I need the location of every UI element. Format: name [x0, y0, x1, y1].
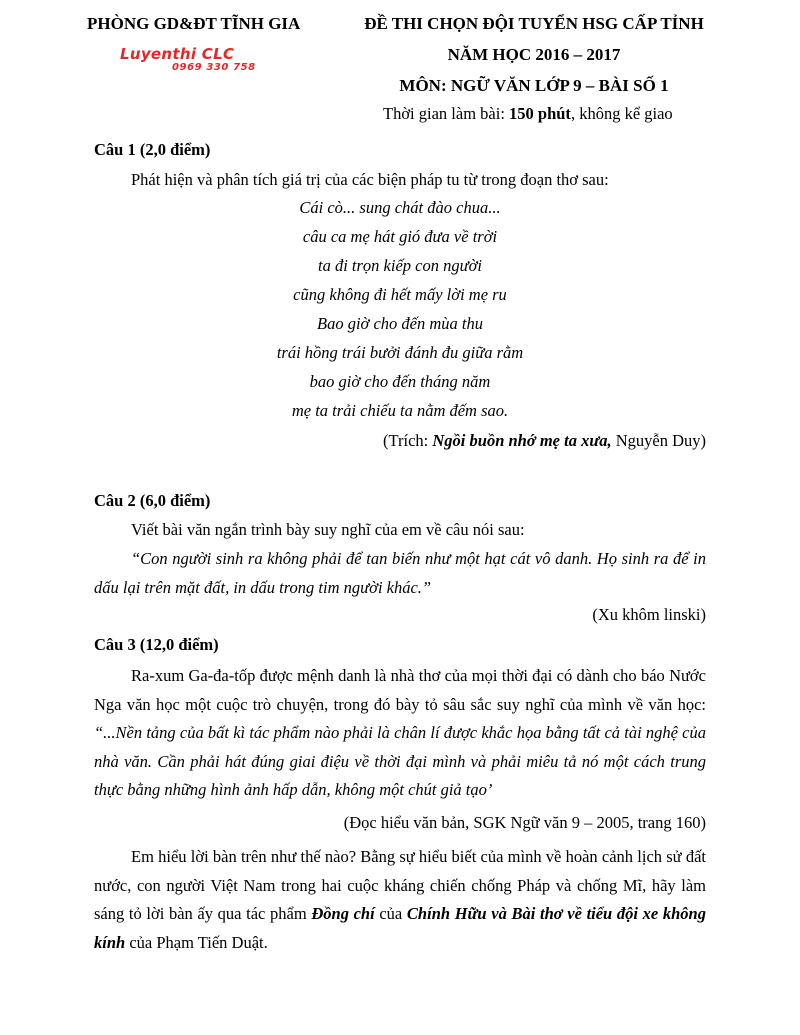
- poem-line: câu ca mẹ hát gió đưa về trời: [302, 227, 498, 246]
- q3-title: Câu 3 (12,0 điểm): [94, 635, 219, 654]
- time-prefix: Thời gian làm bài:: [383, 104, 510, 123]
- poem-line: mẹ ta trải chiếu ta nằm đếm sao.: [291, 401, 509, 420]
- q3-intro-paragraph: [94, 662, 706, 805]
- q1-title: Câu 1 (2,0 điểm): [94, 140, 211, 159]
- q2-prompt: Viết bài văn ngắn trình bày suy nghĩ của em về câu nói sau:: [131, 520, 525, 539]
- q3-quote: “...Nền tảng của bất kì tác phẩm nào phải là chân lí được khắc họa bằng tất cả tài nghệ của nhà văn. Cần phải hát đúng giai điệu về thời đại mình và phải miêu tả nó một cách trung thực bằng những hình ảnh hấp dẫn, không một chút giả tạo’: [94, 723, 706, 799]
- stamp-name: Luyenthi CLC: [120, 45, 235, 63]
- poem-line: bao giờ cho đến tháng năm: [309, 372, 491, 391]
- poem-line: cũng không đi hết mấy lời mẹ ru: [293, 285, 507, 304]
- department-name: PHÒNG GD&ĐT TĨNH GIA: [87, 14, 301, 33]
- poem-line: Cái cò... sung chát đào chua...: [299, 198, 501, 217]
- subject-line: MÔN: NGỮ VĂN LỚP 9 – BÀI SỐ 1: [399, 76, 669, 95]
- school-year: NĂM HỌC 2016 – 2017: [447, 45, 621, 64]
- exam-title: ĐỀ THI CHỌN ĐỘI TUYỂN HSG CẤP TỈNH: [364, 14, 704, 33]
- q2-quote: “Con người sinh ra không phải để tan biến như một hạt cát vô danh. Họ sinh ra để in dấu lại trên mặt đất, in dấu trong tim người khác.”: [94, 549, 706, 597]
- time-value: 150 phút: [509, 104, 571, 123]
- time-suffix: , không kể giao: [570, 104, 673, 123]
- poem-line: ta đi trọn kiếp con người: [318, 256, 482, 275]
- time-line: [383, 104, 673, 124]
- q1-prompt: Phát hiện và phân tích giá trị của các biện pháp tu từ trong đoạn thơ sau:: [131, 170, 609, 189]
- q2-author: (Xu khôm linski): [592, 605, 706, 624]
- q3-task-3: của Phạm Tiến Duật.: [125, 932, 268, 952]
- q3-task-paragraph: [94, 843, 706, 957]
- q1-source-suffix: Nguyễn Duy): [611, 431, 706, 450]
- q3-intro: Ra-xum Ga-đa-tốp được mệnh danh là nhà thơ của mọi thời đại có dành cho báo Nước Nga văn học một cuộc trò chuyện, trong đó bày tỏ sâu sắc suy nghĩ của mình về văn học:: [94, 666, 706, 714]
- q3-source: (Đọc hiểu văn bản, SGK Ngữ văn 9 – 2005, trang 160): [343, 813, 706, 832]
- q1-source: [383, 431, 706, 451]
- q3-task-1: Em hiểu lời bàn trên như thế nào? Bằng sự hiểu biết của mình về hoàn cảnh lịch sử đất nước, con người Việt Nam trong hai cuộc kháng chiến chống Pháp và chống Mĩ, hãy làm sáng tỏ lời bàn ấy qua tác phẩm: [94, 847, 706, 923]
- poem-line: Bao giờ cho đến mùa thu: [317, 314, 483, 333]
- poem-line: trái hồng trái bưởi đánh đu giữa rằm: [276, 343, 524, 362]
- q3-task-2: của: [374, 904, 407, 923]
- q1-source-prefix: (Trích:: [383, 431, 433, 450]
- q1-source-title: Ngồi buồn nhớ mẹ ta xưa,: [432, 431, 612, 450]
- q3-work-1: Đồng chí: [311, 904, 375, 923]
- q3-work-2: Chính Hữu và Bài thơ về tiểu đội xe không kính: [94, 904, 706, 952]
- q2-title: Câu 2 (6,0 điểm): [94, 491, 211, 510]
- stamp-phone: 0969 330 758: [172, 62, 256, 73]
